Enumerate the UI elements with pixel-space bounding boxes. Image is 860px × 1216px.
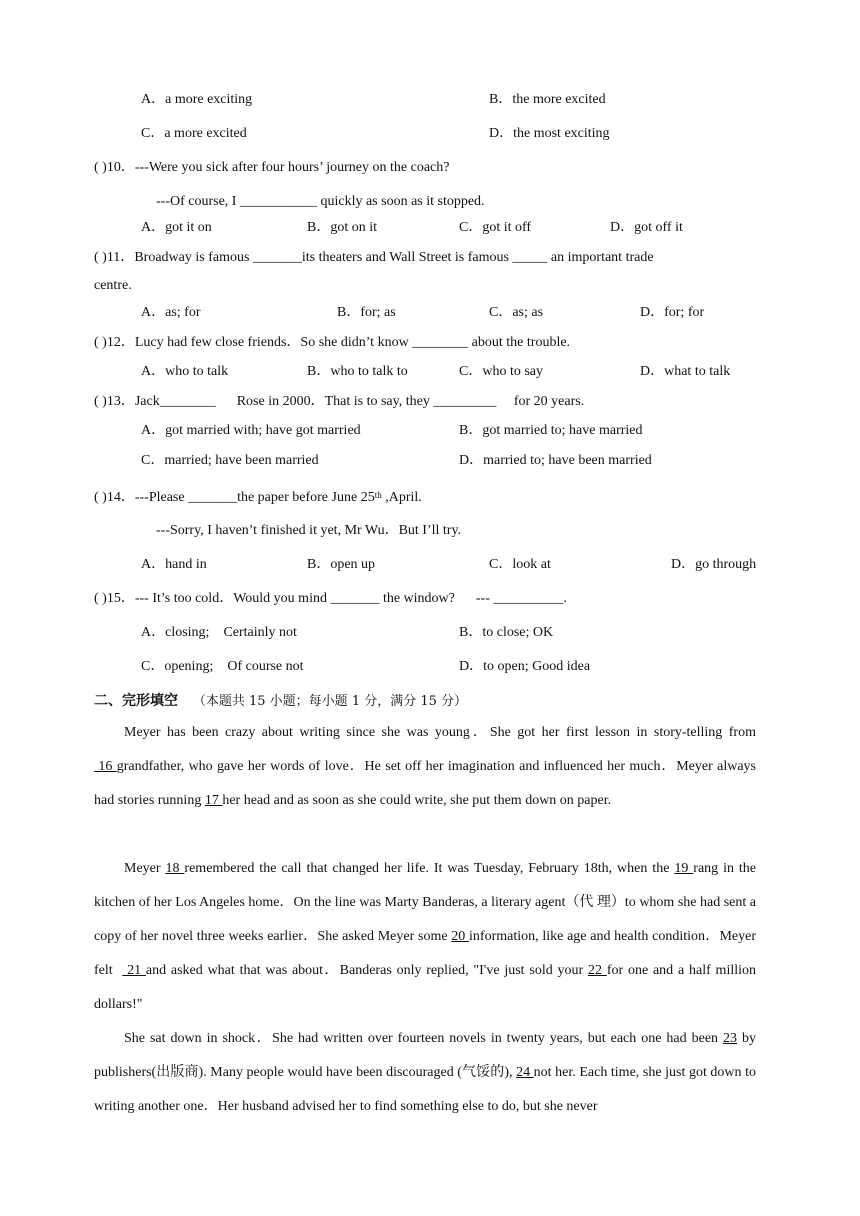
- ordinal-suffix: th: [374, 490, 382, 500]
- q11-option-c: C．as; as: [489, 305, 544, 320]
- q12-option-c: C．who to say: [459, 364, 543, 379]
- passage-text: her head and as soon as she could write, she put them down on paper.: [222, 793, 612, 808]
- q14-option-d: D．go through: [671, 557, 757, 572]
- section-note: （本题共 15 小题；每小题 1 分，满分 15 分）: [192, 694, 468, 709]
- passage-text: and asked what that was about．Banderas only replied, "I've just sold your: [145, 963, 588, 978]
- question-14: [94, 489, 422, 507]
- passage-text: grandfather, who gave her words of love．He set off her imagination and influenced her much．Meyer always had stories running: [94, 759, 757, 808]
- question-stem: --- It’s too cold．Would you mind _______ the window? --- __________.: [134, 591, 567, 606]
- q9-option-a: A．a more exciting: [141, 92, 253, 107]
- q12-option-d: D．what to talk: [640, 364, 731, 379]
- passage-text: not her. Each time, she just got down to writing another one．Her husband advised her to find something else to do, but she never: [94, 1065, 757, 1114]
- q10-option-b: B．got on it: [307, 220, 378, 235]
- question-stem: Lucy had few close friends．So she didn’t know ________ about the trouble.: [134, 335, 571, 350]
- answer-paren: ( )12．: [94, 335, 135, 350]
- q13-option-c: C．married; have been married: [141, 453, 319, 468]
- question-10-reply: ---Of course, I ___________ quickly as soon as it stopped.: [156, 194, 485, 209]
- q10-option-c: C．got it off: [459, 220, 532, 235]
- q14-option-c: C．look at: [489, 557, 551, 572]
- q15-option-d: D．to open; Good idea: [459, 659, 591, 674]
- q13-option-b: B．got married to; have married: [459, 423, 643, 438]
- q9-option-c: C．a more excited: [141, 126, 247, 141]
- section-title: 二、完形填空: [94, 693, 178, 709]
- q14-option-a: A．hand in: [141, 557, 207, 572]
- passage-text: She sat down in shock．She had written over fourteen novels in twenty years, but each one had been: [124, 1031, 724, 1046]
- blank-17: 17: [204, 793, 223, 808]
- q11-option-d: D．for; for: [640, 305, 705, 320]
- passage-text: for one and a half million dollars!": [94, 963, 757, 1012]
- blank-19: 19: [674, 861, 694, 876]
- question-11-continuation: centre.: [94, 278, 132, 293]
- q11-option-b: B．for; as: [337, 305, 396, 320]
- q15-option-a: A．closing; Certainly not: [141, 625, 297, 640]
- answer-paren: ( )11．: [94, 250, 135, 265]
- passage-paragraph-1: [94, 716, 756, 818]
- q13-option-a: A．got married with; have got married: [141, 423, 361, 438]
- question-stem: Jack________ Rose in 2000．That is to say, they _________ for 20 years.: [134, 394, 585, 409]
- q10-option-d: D．got off it: [610, 220, 683, 235]
- question-13: [94, 393, 584, 411]
- q13-option-d: D．married to; have been married: [459, 453, 652, 468]
- question-10: [94, 159, 449, 177]
- blank-20: 20: [451, 929, 470, 944]
- blank-23: 23: [723, 1031, 738, 1046]
- question-14-reply: ---Sorry, I haven’t finished it yet, Mr Wu．But I’ll try.: [156, 523, 462, 538]
- q12-option-a: A．who to talk: [141, 364, 229, 379]
- blank-16: 16: [94, 759, 117, 774]
- passage-paragraph-2: [94, 852, 760, 1022]
- answer-paren: ( )13．: [94, 394, 135, 409]
- passage-text: information, like age and health condition．Meyer felt: [94, 929, 760, 978]
- blank-21: 21: [122, 963, 146, 978]
- q10-option-a: A．got it on: [141, 220, 212, 235]
- question-12: [94, 334, 570, 352]
- passage-text: rang in the kitchen of her Los Angeles home．On the line was Marty Banderas, a literary agent（代 理）to whom she had sent a copy of her novel three weeks earlier．She asked Meyer some: [94, 861, 757, 944]
- answer-paren: ( )14．: [94, 490, 135, 505]
- section-heading: [94, 690, 467, 710]
- q15-option-c: C．opening; Of course not: [141, 659, 304, 674]
- passage-text: by publishers(出版商). Many people would have been discouraged (气馁的),: [94, 1031, 757, 1080]
- q9-option-b: B．the more excited: [489, 92, 606, 107]
- passage-text: Meyer has been crazy about writing since she was young．She got her first lesson in story-telling from: [124, 725, 756, 740]
- blank-18: 18: [165, 861, 185, 876]
- answer-paren: ( )10．: [94, 160, 135, 175]
- question-stem: ---Were you sick after four hours’ journey on the coach?: [134, 160, 450, 175]
- q15-option-b: B．to close; OK: [459, 625, 554, 640]
- blank-24: 24: [516, 1065, 534, 1080]
- passage-text: remembered the call that changed her life. It was Tuesday, February 18th, when the: [184, 861, 675, 876]
- answer-paren: ( )15．: [94, 591, 135, 606]
- blank-22: 22: [588, 963, 607, 978]
- passage-paragraph-3: [94, 1022, 756, 1124]
- question-15: [94, 590, 567, 608]
- question-stem: Broadway is famous _______its theaters and Wall Street is famous _____ an important trade: [134, 250, 654, 265]
- question-stem-end: ,April.: [381, 490, 422, 505]
- q9-option-d: D．the most exciting: [489, 126, 610, 141]
- question-stem: ---Please _______the paper before June 25: [134, 490, 375, 505]
- q12-option-b: B．who to talk to: [307, 364, 408, 379]
- question-11: [94, 249, 654, 267]
- q11-option-a: A．as; for: [141, 305, 201, 320]
- passage-text: Meyer: [124, 861, 166, 876]
- q14-option-b: B．open up: [307, 557, 376, 572]
